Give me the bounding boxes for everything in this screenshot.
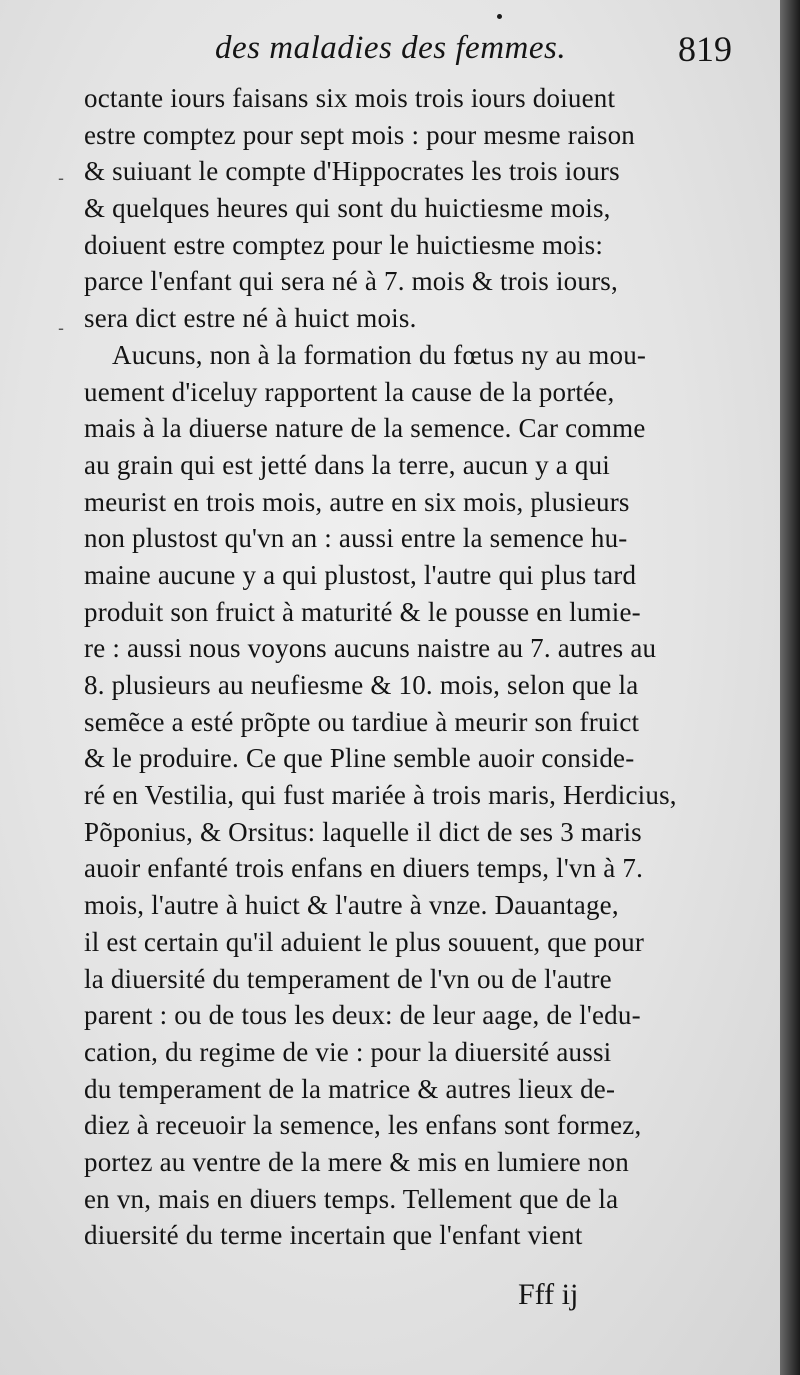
page-number: 819 (678, 29, 732, 69)
text-line: 8. plusieurs au neufiesme & 10. mois, selon que la (84, 670, 639, 700)
text-line: auoir enfanté trois enfans en diuers temps, l'vn à 7. (84, 853, 644, 884)
text-line: Põponius, & Orsitus: laquelle il dict de ses 3 maris (84, 816, 642, 847)
text-line: mois, l'autre à huict & l'autre à vnze. Dauantage, (84, 890, 619, 921)
text-line: ré en Vestilia, qui fust mariée à trois maris, Herdicius, (84, 780, 677, 811)
text-line: diez à receuoir la semence, les enfans sont formez, (84, 1110, 642, 1141)
text-line: estre comptez pour sept mois : pour mesme raison (84, 119, 635, 150)
text-line: en vn, mais en diuers temps. Tellement que de la (84, 1183, 619, 1214)
text-line: & le produire. Ce que Pline semble auoir conside- (84, 743, 635, 774)
text-line: parce l'enfant qui sera né à 7. mois & trois iours, (84, 266, 618, 297)
margin-dash-mark: - (58, 168, 64, 188)
text-line: re : aussi nous voyons aucuns naistre au 7. autres au (84, 633, 657, 664)
running-title: des maladies des femmes. (215, 30, 567, 66)
body-text (84, 80, 774, 1254)
page-gutter-shadow (780, 0, 800, 1375)
text-line: maine aucune y a qui plustost, l'autre qui plus tard (84, 559, 637, 590)
margin-dash-mark: - (58, 318, 64, 338)
text-line: parent : ou de tous les deux: de leur aage, de l'edu- (84, 1000, 641, 1031)
text-line: non plustost qu'vn an : aussi entre la semence hu- (84, 523, 628, 554)
text-line: meurist en trois mois, autre en six mois, plusieurs (84, 486, 630, 517)
printer-mark (497, 14, 502, 19)
text-line: portez au ventre de la mere & mis en lumiere non (84, 1146, 629, 1177)
text-line: du temperament de la matrice & autres lieux de- (84, 1073, 616, 1104)
text-line: & quelques heures qui sont du huictiesme mois, (84, 193, 611, 224)
text-line: produit son fruict à maturité & le pousse en lumie- (84, 596, 641, 627)
text-line: sera dict estre né à huict mois. (84, 303, 417, 334)
signature-catchword: Fff ij (518, 1278, 579, 1311)
text-line: cation, du regime de vie : pour la diuersité aussi (84, 1036, 612, 1067)
paragraph-start-line: Aucuns, non à la formation du fœtus ny au mou- (112, 339, 647, 370)
text-line: uement d'iceluy rapportent la cause de la portée, (84, 376, 615, 407)
text-line: semẽce a esté prõpte ou tardiue à meurir son fruict (84, 706, 640, 737)
text-line: mais à la diuerse nature de la semence. Car comme (84, 413, 646, 444)
text-line: octante iours faisans six mois trois iours doiuent (84, 83, 616, 113)
text-line: la diuersité du temperament de l'vn ou de l'autre (84, 963, 612, 994)
text-line: diuersité du terme incertain que l'enfant vient (84, 1220, 583, 1251)
text-line: au grain qui est jetté dans la terre, aucun y a qui (84, 449, 611, 480)
text-line: doiuent estre comptez pour le huictiesme mois: (84, 229, 604, 260)
text-line: il est certain qu'il aduient le plus souuent, que pour (84, 926, 645, 957)
text-line: & suiuant le compte d'Hippocrates les trois iours (84, 156, 620, 187)
